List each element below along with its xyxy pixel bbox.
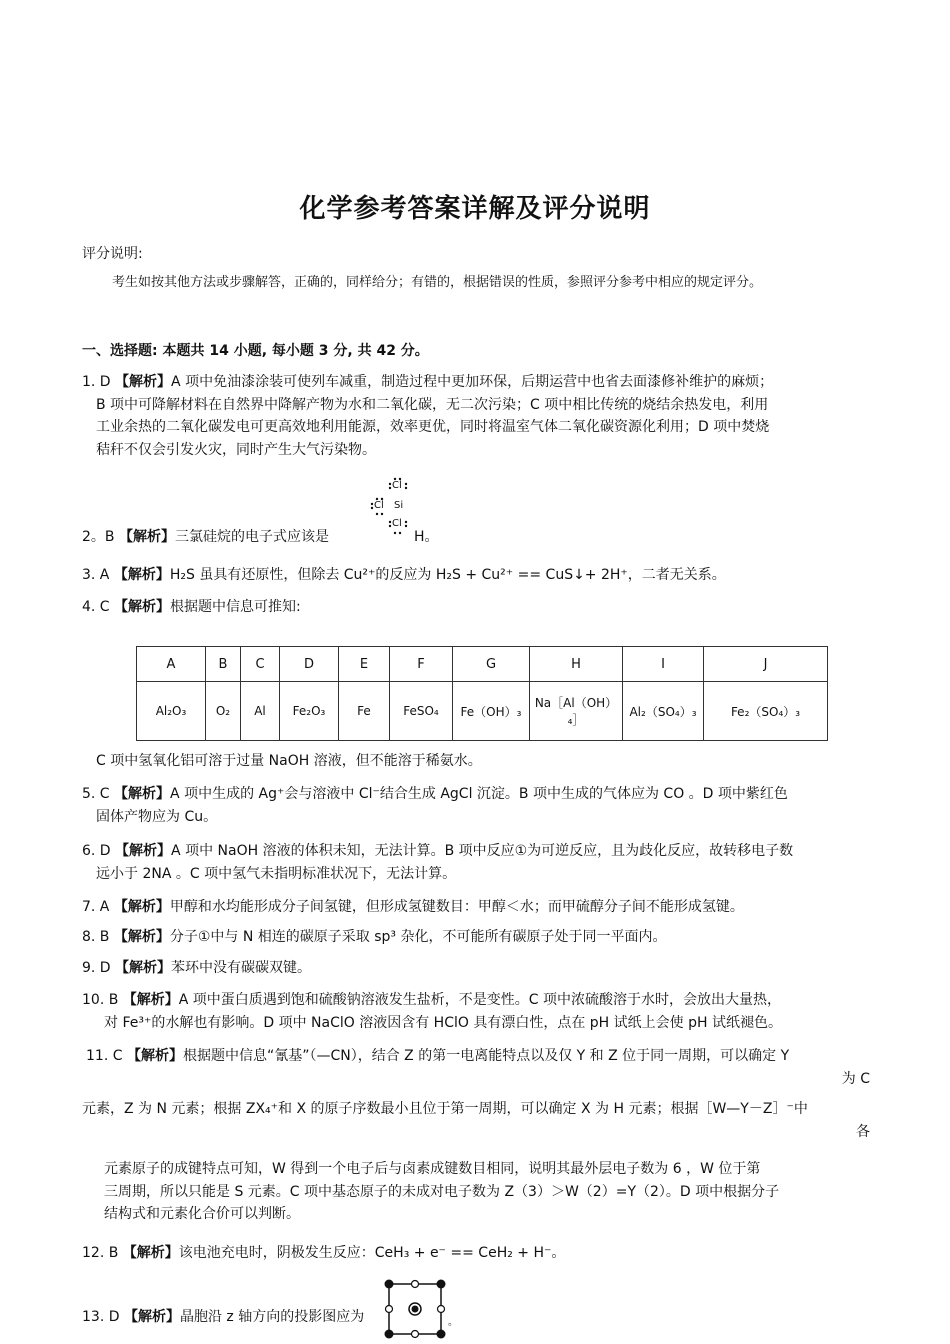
edge-atom [412,1281,419,1288]
edge-atom [412,1331,419,1338]
table-cell: O₂ [206,682,241,741]
corner-atom [437,1280,446,1289]
answer-text: 晶胞沿 z 轴方向的投影图应为 [179,1309,365,1325]
analysis-tag: 【解析】 [123,1309,180,1325]
analysis-tag: 【解析】 [122,1245,179,1261]
chlorine-atom: Cl [374,500,384,511]
answer-text: 远小于 2NA 。C 项中氢气未指明标准状况下，无法计算。 [96,865,457,882]
answer-9 [82,957,311,980]
answer-text: 秸秆不仅会引发火灾，同时产生大气污染物。 [96,441,376,458]
table-header-cell: A [137,647,206,682]
table-header-cell: J [704,647,828,682]
answer-6 [82,840,793,885]
answer-text: 分子①中与 N 相连的碳原子采取 sp³ 杂化，不可能所有碳原子处于同一平面内。 [169,929,667,945]
analysis-tag: 【解析】 [122,992,179,1008]
answer-text: 三氯硅烷的电子式应该是 [174,529,329,545]
table-header-cell: H [530,647,623,682]
answer-text: 各 [856,1123,870,1140]
answer-text: A 项中 NaOH 溶液的体积未知，无法计算。B 项中反应①为可逆反应，且为歧化反应，故转移电子数 [171,843,794,859]
answer-text: H₂S 虽具有还原性，但除去 Cu²⁺的反应为 H₂S + Cu²⁺ == CuS↓+ 2H⁺，二者无关系。 [169,567,726,583]
table-header-cell: F [390,647,453,682]
answer-text: 元素，Z 为 N 元素；根据 ZX₄⁺和 X 的原子序数最小且位于第一周期，可以确定 X 为 H 元素；根据［W—Y－Z］⁻中 [82,1101,808,1117]
answer-number: 2。B [82,529,115,545]
answer-number: 6. D [82,843,111,859]
table-cell: Al₂（SO₄）₃ [623,682,704,741]
analysis-tag: 【解析】 [113,929,170,945]
answer-11-continued [104,1158,779,1226]
answer-text: 根据题中信息“氰基”（—CN），结合 Z 的第一电离能特点以及仅 Y 和 Z 位于同一周期，可以确定 Y [182,1048,790,1064]
section-heading: 一、选择题: 本题共 14 小题, 每小题 3 分, 共 42 分。 [82,343,429,359]
table-header-cell: E [339,647,390,682]
analysis-tag: 【解析】 [115,843,172,859]
inference-table [136,646,828,741]
answer-1 [82,371,773,461]
answer-text: 元素原子的成键特点可知，W 得到一个电子后与卤素成键数目相同，说明其最外层电子数为 6 ，W 位于第 [104,1161,761,1177]
scoring-note-body: 考生如按其他方法或步骤解答，正确的，同样给分；有错的，根据错误的性质，参照评分参考中相应的规定评分。 [112,275,763,290]
answer-number: 1. D [82,374,111,390]
table-header-cell: D [280,647,339,682]
edge-atom [438,1306,445,1313]
table-cell: FeSO₄ [390,682,453,741]
answer-4 [82,596,301,619]
answer-text: 该电池充电时，阴极发生反应：CeH₃ + e⁻ == CeH₂ + H⁻。 [178,1245,566,1261]
answer-text: A 项中免油漆涂装可使列车减重，制造过程中更加环保，后期运营中也省去面漆修补维护的麻烦； [171,374,774,390]
answer-text: A 项中生成的 Ag⁺会与溶液中 Cl⁻结合生成 AgCl 沉淀。B 项中生成的气体应为 CO 。D 项中紫红色 [170,786,788,802]
table-cell: Fe [339,682,390,741]
answer-number: 11. C [86,1048,123,1064]
corner-atom [385,1330,394,1339]
analysis-tag: 【解析】 [126,1048,183,1064]
answer-8 [82,926,667,949]
answer-number: 10. B [82,992,119,1008]
answer-text: C 项中氢氧化铝可溶于过量 NaOH 溶液，但不能溶于稀氨水。 [96,753,482,769]
chlorine-atom: Cl [392,480,402,491]
answer-10 [82,989,782,1034]
answer-text: 固体产物应为 Cu。 [96,808,218,825]
analysis-tag: 【解析】 [114,599,171,615]
corner-atom [385,1280,394,1289]
answer-2 [82,526,329,549]
answer-text: 三周期，所以只能是 S 元素。C 项中基态原子的未成对电子数为 Z（3）＞W（2）=Y（2）。D 项中根据分子 [104,1183,780,1200]
answer-number: 5. C [82,786,110,802]
analysis-tag: 【解析】 [113,567,170,583]
answer-text: 工业余热的二氧化碳发电可更高效地利用能源，效率更优，同时将温室气体二氧化碳资源化利用；D 项中焚烧 [96,419,770,435]
answer-number: 9. D [82,960,111,976]
electron-formula-diagram [368,476,414,536]
answer-7 [82,896,744,919]
chlorine-atom: Cl [392,518,402,529]
edge-atom [386,1306,393,1313]
electron-dots-icon [368,476,414,536]
table-cell: Na［Al（OH）₄］ [530,682,623,741]
answer-text: 为 C [841,1070,870,1087]
center-atom-core [412,1306,419,1313]
answer-11 [86,1045,870,1090]
table-cell: Al₂O₃ [137,682,206,741]
page-title: 化学参考答案详解及评分说明 [299,194,651,224]
table-header-cell: B [206,647,241,682]
answer-5 [82,783,788,828]
answer-3 [82,564,726,587]
answer-text: 对 Fe³⁺的水解也有影响。D 项中 NaClO 溶液因含有 HClO 具有漂白性，点在 pH 试纸上会使 pH 试纸褪色。 [104,1014,782,1031]
answer-number: 13. D [82,1309,120,1325]
answer-text: A 项中蛋白质遇到饱和硫酸钠溶液发生盐析，不是变性。C 项中浓硫酸溶于水时，会放出大量热， [178,992,782,1008]
answer-text: 苯环中没有碳碳双键。 [171,960,312,976]
answer-12 [82,1242,565,1265]
table-header-cell: I [623,647,704,682]
scoring-note-heading: 评分说明: [82,246,143,262]
table-header-cell: G [453,647,530,682]
silicon-atom: Si [394,500,404,511]
answer-number: 8. B [82,929,110,945]
answer-text: 甲醇和水均能形成分子间氢键，但形成氢键数目：甲醇＜水；而甲硫醇分子间不能形成氢键。 [169,899,744,915]
analysis-tag: 【解析】 [114,786,171,802]
answer-11-continued [82,1098,870,1143]
corner-atom [437,1330,446,1339]
answer-13 [82,1306,364,1329]
table-cell: Fe（OH）₃ [453,682,530,741]
answer-text: B 项中可降解材料在自然界中降解产物为水和二氧化碳，无二次污染；C 项中相比传统的烧结余热发电，利用 [96,396,769,413]
answer-number: 12. B [82,1245,119,1261]
table-row [137,682,828,741]
answer-number: 4. C [82,599,110,615]
answer-number: 7. A [82,899,110,915]
answer-text: H。 [414,529,439,545]
analysis-tag: 【解析】 [115,374,172,390]
analysis-tag: 【解析】 [113,899,170,915]
table-header-cell: C [241,647,280,682]
answer-number: 3. A [82,567,110,583]
answer-text: 根据题中信息可推知: [170,599,301,615]
analysis-tag: 【解析】 [115,960,172,976]
answer-text: 。 [448,1317,458,1328]
table-cell: Fe₂O₃ [280,682,339,741]
table-cell: Fe₂（SO₄）₃ [704,682,828,741]
unit-cell-projection-diagram [382,1278,448,1340]
table-cell: Al [241,682,280,741]
analysis-tag: 【解析】 [118,529,175,545]
table-header-row [137,647,828,682]
answer-text: 结构式和元素化合价可以判断。 [104,1206,300,1222]
